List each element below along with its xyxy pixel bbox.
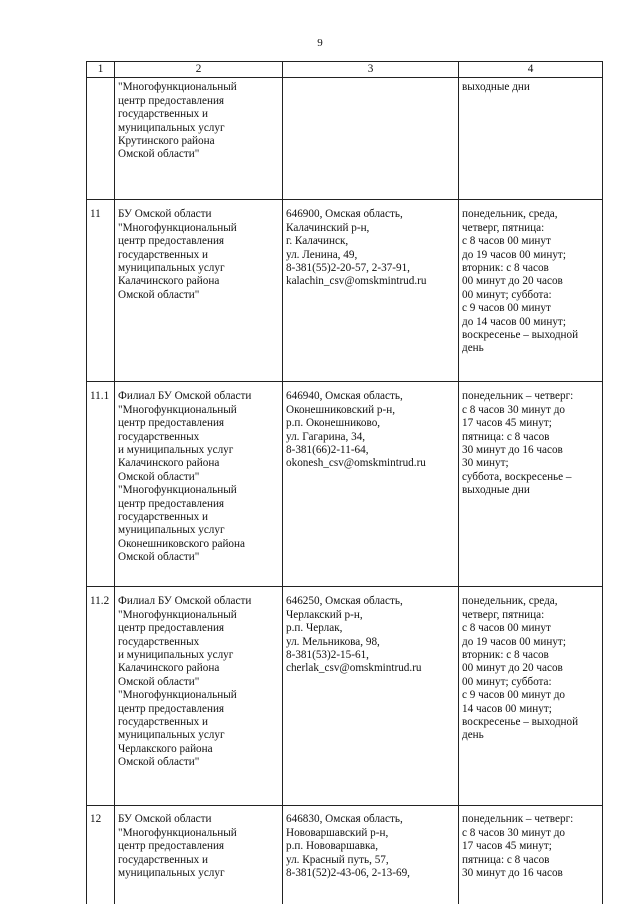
table-row [87,200,603,382]
working-hours-cell: понедельник – четверг: с 8 часов 30 минут до 17 часов 45 минут; пятница: с 8 часов 30 минут до 16 часов [459,806,603,905]
row-number-cell: 12 [87,806,115,905]
organization-name-cell: Филиал БУ Омской области "Многофункциональный центр предоставления государственных и муниципальных услуг Калачинского района Омской области" "Многофункциональный центр предоставления государственных и муниципальных услуг Черлакского района Омской области" [115,587,283,806]
row-number-cell: 11.1 [87,382,115,587]
organization-name-cell: Филиал БУ Омской области "Многофункциональный центр предоставления государственных и муниципальных услуг Калачинского района Омской области" "Многофункциональный центр предоставления государственных и муниципальных услуг Оконешниковского района Омской области" [115,382,283,587]
working-hours-cell: понедельник – четверг: с 8 часов 30 минут до 17 часов 45 минут; пятница: с 8 часов 30 минут до 16 часов 30 минут; суббота, воскресенье – выходные дни [459,382,603,587]
service-centers-table [86,61,603,904]
address-contact-cell: 646250, Омская область, Черлакский р-н, р.п. Черлак, ул. Мельникова, 98, 8-381(53)2-15-61, cherlak_csv@omskmintrud.ru [283,587,459,806]
organization-name-cell: БУ Омской области "Многофункциональный центр предоставления государственных и муниципальных услуг [115,806,283,905]
row-number-cell [87,78,115,200]
table-row [87,78,603,200]
table-row [87,587,603,806]
table-row [87,806,603,905]
working-hours-cell: понедельник, среда, четверг, пятница: с 8 часов 00 минут до 19 часов 00 минут; вторник: с 8 часов 00 минут до 20 часов 00 минут; суббота: с 9 часов 00 минут до 14 часов 00 минут; воскресенье – выходной день [459,587,603,806]
working-hours-cell: выходные дни [459,78,603,200]
column-header: 2 [115,62,283,78]
column-header: 3 [283,62,459,78]
row-number-cell: 11.2 [87,587,115,806]
address-contact-cell: 646830, Омская область, Нововаршавский р-н, р.п. Нововаршавка, ул. Красный путь, 57, 8-381(52)2-43-06, 2-13-69, [283,806,459,905]
address-contact-cell [283,78,459,200]
working-hours-cell: понедельник, среда, четверг, пятница: с 8 часов 00 минут до 19 часов 00 минут; вторник: с 8 часов 00 минут до 20 часов 00 минут; суббота: с 9 часов 00 минут до 14 часов 00 минут; воскресенье – выходной день [459,200,603,382]
column-header: 1 [87,62,115,78]
table-row [87,382,603,587]
organization-name-cell: "Многофункциональный центр предоставления государственных и муниципальных услуг Крутинского района Омской области" [115,78,283,200]
row-number-cell: 11 [87,200,115,382]
table-header-row [87,62,603,78]
address-contact-cell: 646900, Омская область, Калачинский р-н, г. Калачинск, ул. Ленина, 49, 8-381(55)2-20-57, 2-37-91, kalachin_csv@omskmintrud.ru [283,200,459,382]
organization-name-cell: БУ Омской области "Многофункциональный центр предоставления государственных и муниципальных услуг Калачинского района Омской области" [115,200,283,382]
address-contact-cell: 646940, Омская область, Оконешниковский р-н, р.п. Оконешниково, ул. Гагарина, 34, 8-381(66)2-11-64, okonesh_csv@omskmintrud.ru [283,382,459,587]
page-number: 9 [317,37,323,49]
column-header: 4 [459,62,603,78]
